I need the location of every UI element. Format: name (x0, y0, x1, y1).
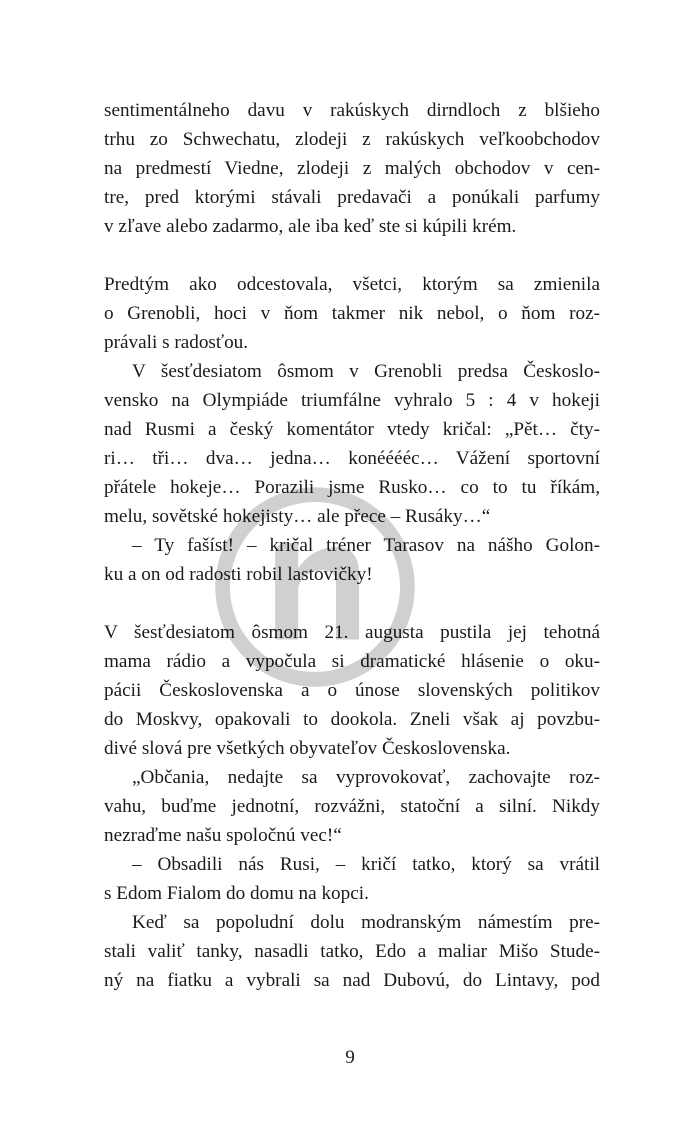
text-line: – Ty fašíst! – kričal tréner Tarasov na nášho Golon- (132, 535, 600, 556)
page-number: 9 (345, 1047, 355, 1068)
text-line: do Moskvy, opakovali to dookola. Zneli však aj povzbu- (104, 709, 600, 730)
text-line: ku a on od radosti robil lastovičky! (104, 564, 373, 585)
text-line: vahu, buďme jednotní, rozvážni, statoční a silní. Nikdy (104, 796, 600, 817)
text-line: přátele hokeje… Porazili jsme Rusko… co to tu říkám, (104, 477, 600, 498)
text-line: ný na fiatku a vybrali sa nad Dubovú, do Lintavy, pod (104, 970, 600, 991)
text-line: divé slová pre všetkých obyvateľov Československa. (104, 738, 511, 759)
text-line: melu, sovětské hokejisty… ale přece – Rusáky…“ (104, 506, 491, 527)
text-line: sentimentálneho davu v rakúskych dirndloch z blšieho (104, 100, 600, 121)
text-line: ri… tři… dva… jedna… konééééc… Vážení sportovní (104, 448, 600, 469)
text-line: „Občania, nedajte sa vyprovokovať, zachovajte roz- (132, 767, 600, 788)
text-line: Predtým ako odcestovala, všetci, ktorým sa zmienila (104, 274, 600, 295)
text-line: – Obsadili nás Rusi, – kričí tatko, ktorý sa vrátil (132, 854, 600, 875)
text-line: pácii Československa a o únose slovenských politikov (104, 680, 600, 701)
text-line: o Grenobli, hoci v ňom takmer nik nebol, o ňom roz- (104, 303, 600, 324)
text-line: V šesťdesiatom ôsmom 21. augusta pustila jej tehotná (104, 622, 600, 643)
text-line: nad Rusmi a český komentátor vtedy kričal: „Pět… čty- (104, 419, 600, 440)
page-body (104, 96, 600, 995)
text-line: s Edom Fialom do domu na kopci. (104, 883, 369, 904)
text-line: na predmestí Viedne, zlodeji z malých obchodov v cen- (104, 158, 600, 179)
text-line: v zľave alebo zadarmo, ale iba keď ste si kúpili krém. (104, 216, 517, 237)
paragraph-gap (104, 589, 600, 618)
text-line: tre, pred ktorými stávali predavači a ponúkali parfumy (104, 187, 600, 208)
text-line: V šesťdesiatom ôsmom v Grenobli predsa Českoslo- (132, 361, 600, 382)
paragraph-gap (104, 241, 600, 270)
text-line: mama rádio a vypočula si dramatické hlásenie o oku- (104, 651, 600, 672)
text-line: právali s radosťou. (104, 332, 249, 353)
text-line: Keď sa popoludní dolu modranským námestím pre- (132, 912, 600, 933)
text-line: stali valiť tanky, nasadli tatko, Edo a maliar Mišo Stude- (104, 941, 600, 962)
text-line: vensko na Olympiáde triumfálne vyhralo 5 : 4 v hokeji (104, 390, 600, 411)
text-line: trhu zo Schwechatu, zlodeji z rakúskych veľkoobchodov (104, 129, 600, 150)
text-line: nezraďme našu spoločnú vec!“ (104, 825, 342, 846)
